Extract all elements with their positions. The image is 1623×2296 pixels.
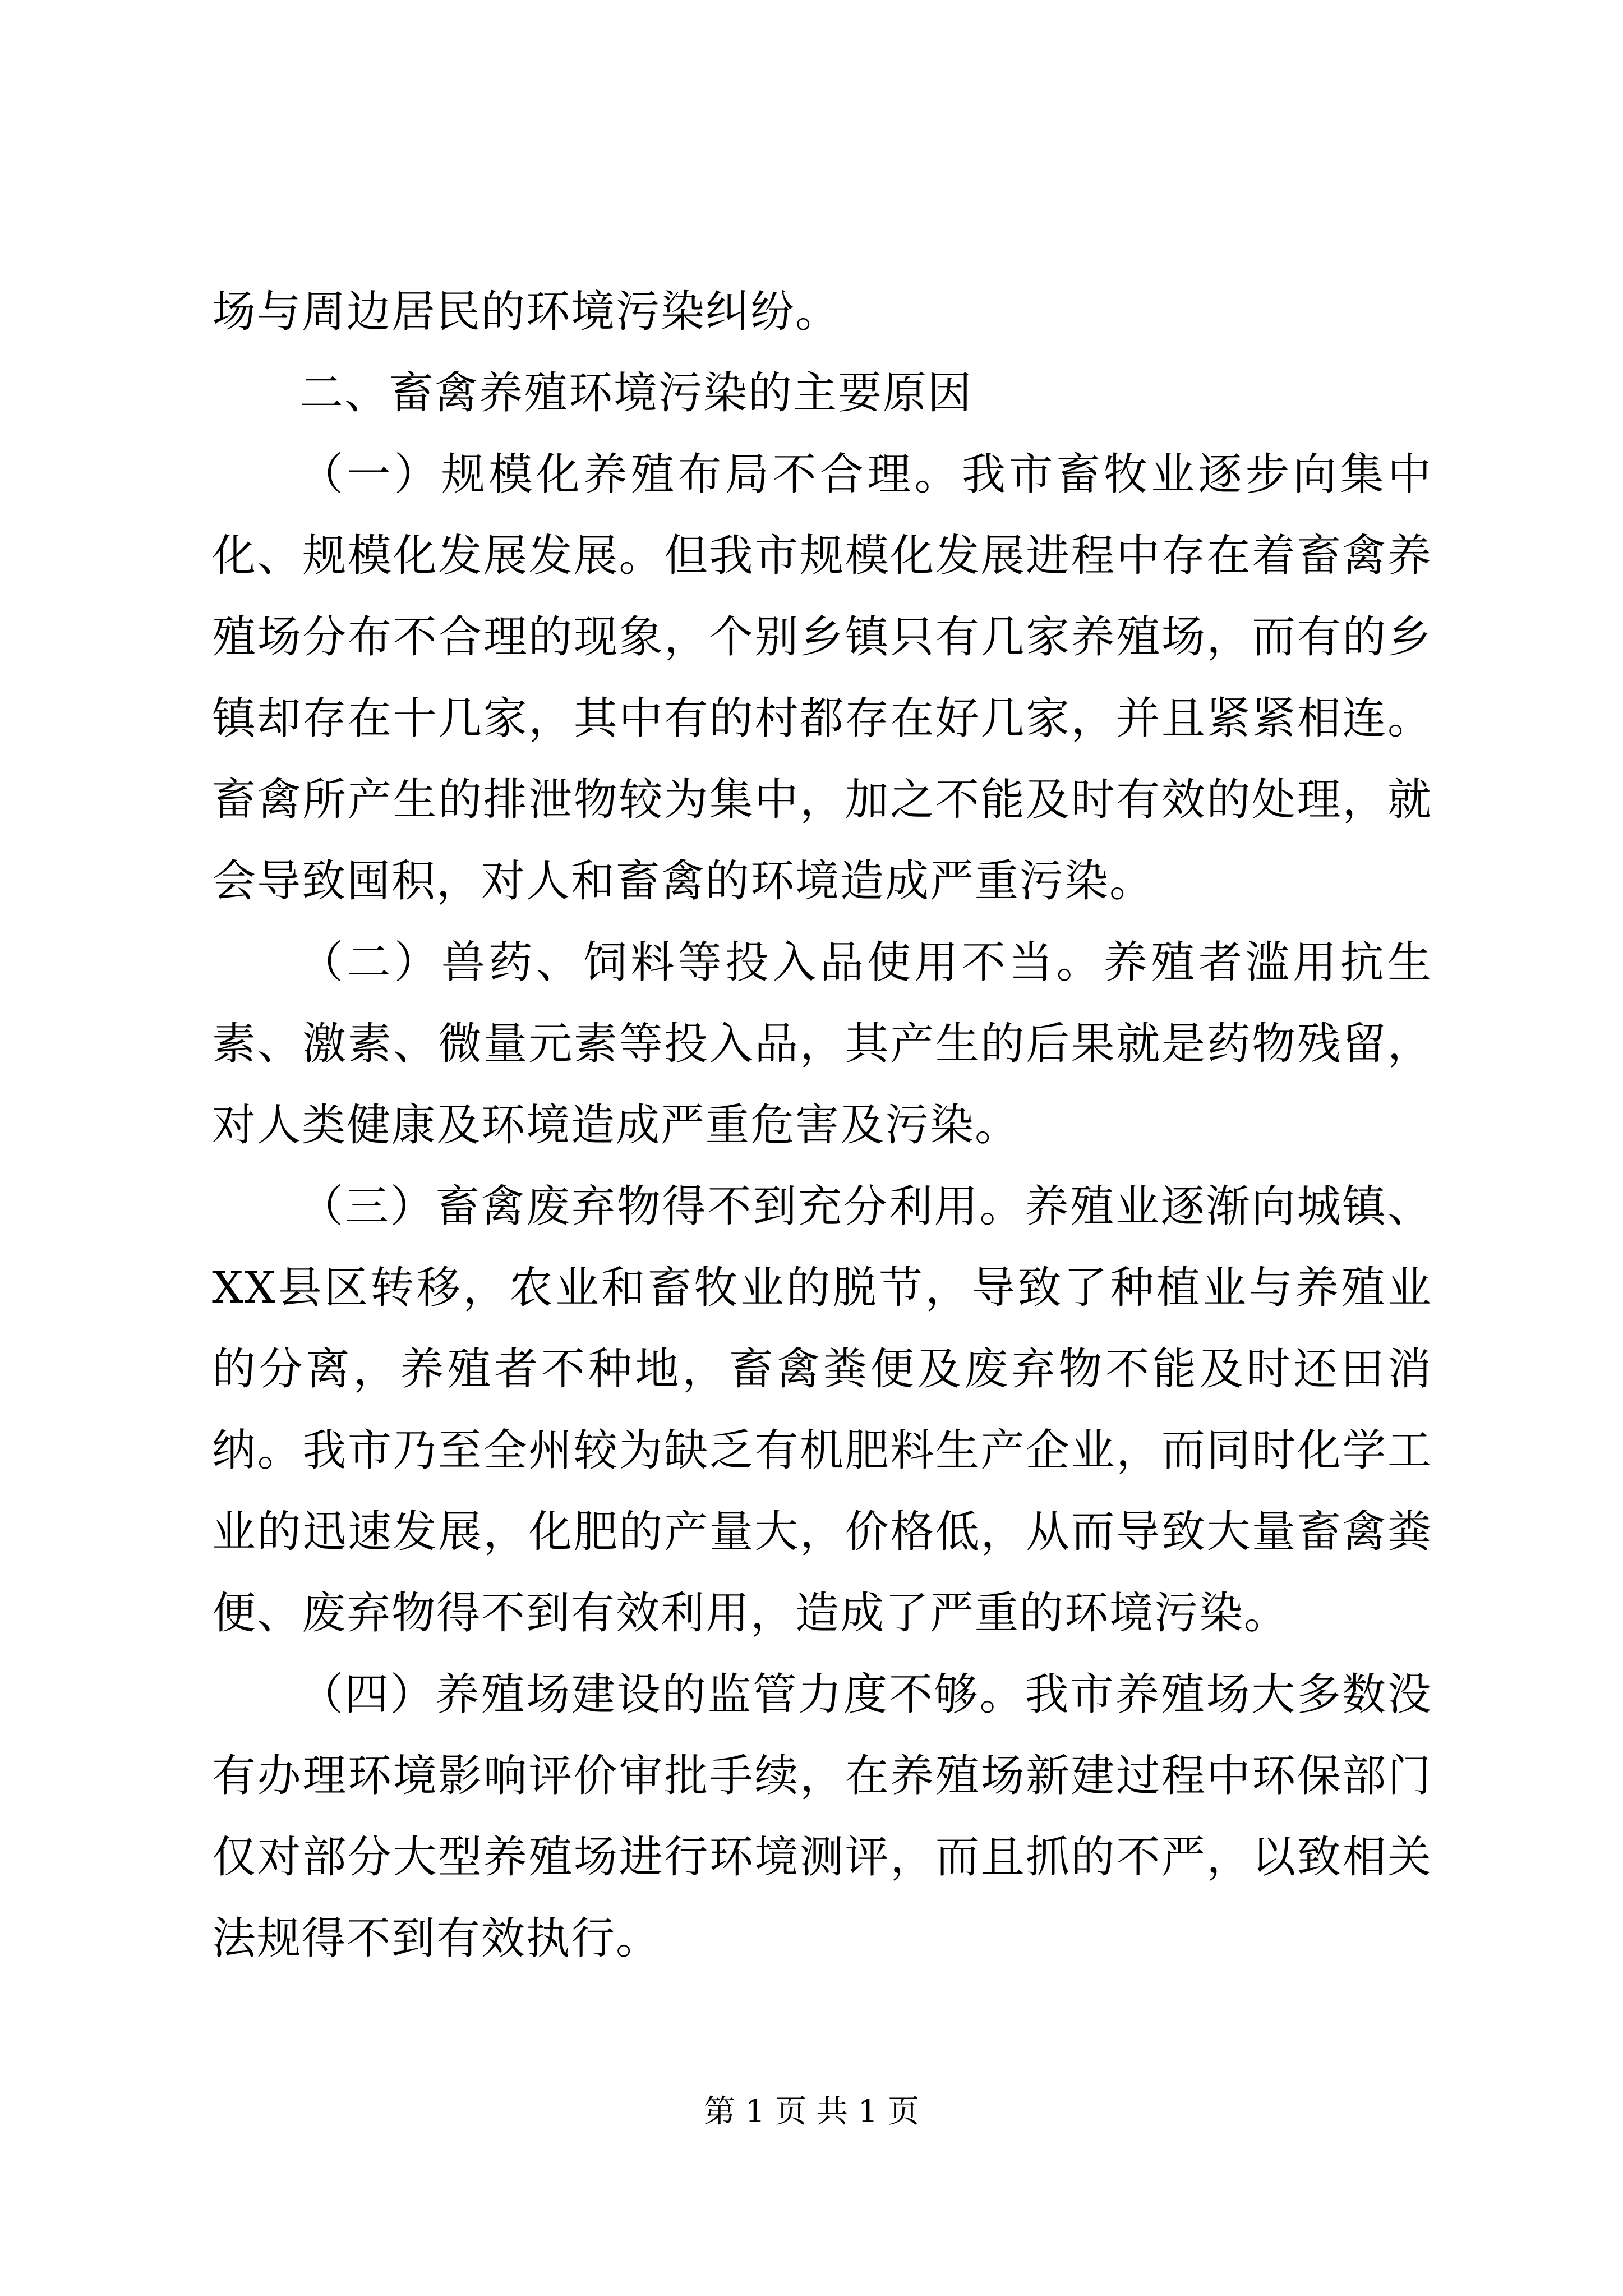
document-body bbox=[212, 272, 1432, 1980]
paragraph-item-1: （一）规模化养殖布局不合理。我市畜牧业逐步向集中化、规模化发展发展。但我市规模化发展进程中存在着畜禽养殖场分布不合理的现象，个别乡镇只有几家养殖场，而有的乡镇却存在十几家，其中有的村都存在好几家，并且紧紧相连。畜禽所产生的排泄物较为集中，加之不能及时有效的处理，就会导致囤积，对人和畜禽的环境造成严重污染。 bbox=[212, 449, 1432, 907]
paragraph-item-3: （三）畜禽废弃物得不到充分利用。养殖业逐渐向城镇、XX县区转移，农业和畜牧业的脱节，导致了种植业与养殖业的分离，养殖者不种地，畜禽粪便及废弃物不能及时还田消纳。我市乃至全州较为缺乏有机肥料生产企业，而同时化学工业的迅速发展，化肥的产量大，价格低，从而导致大量畜禽粪便、废弃物得不到有效利用，造成了严重的环境污染。 bbox=[212, 1181, 1432, 1639]
paragraph-item-4: （四）养殖场建设的监管力度不够。我市养殖场大多数没有办理环境影响评价审批手续，在养殖场新建过程中环保部门仅对部分大型养殖场进行环境测评，而且抓的不严，以致相关法规得不到有效执行。 bbox=[212, 1669, 1432, 1964]
paragraph-item-2: （二）兽药、饲料等投入品使用不当。养殖者滥用抗生素、激素、微量元素等投入品，其产生的后果就是药物残留，对人类健康及环境造成严重危害及污染。 bbox=[212, 937, 1432, 1151]
section-heading: 二、畜禽养殖环境污染的主要原因 bbox=[299, 368, 973, 418]
page-footer: 第 1 页 共 1 页 bbox=[703, 2093, 920, 2130]
paragraph-continuation: 场与周边居民的环境污染纠纷。 bbox=[212, 287, 841, 337]
